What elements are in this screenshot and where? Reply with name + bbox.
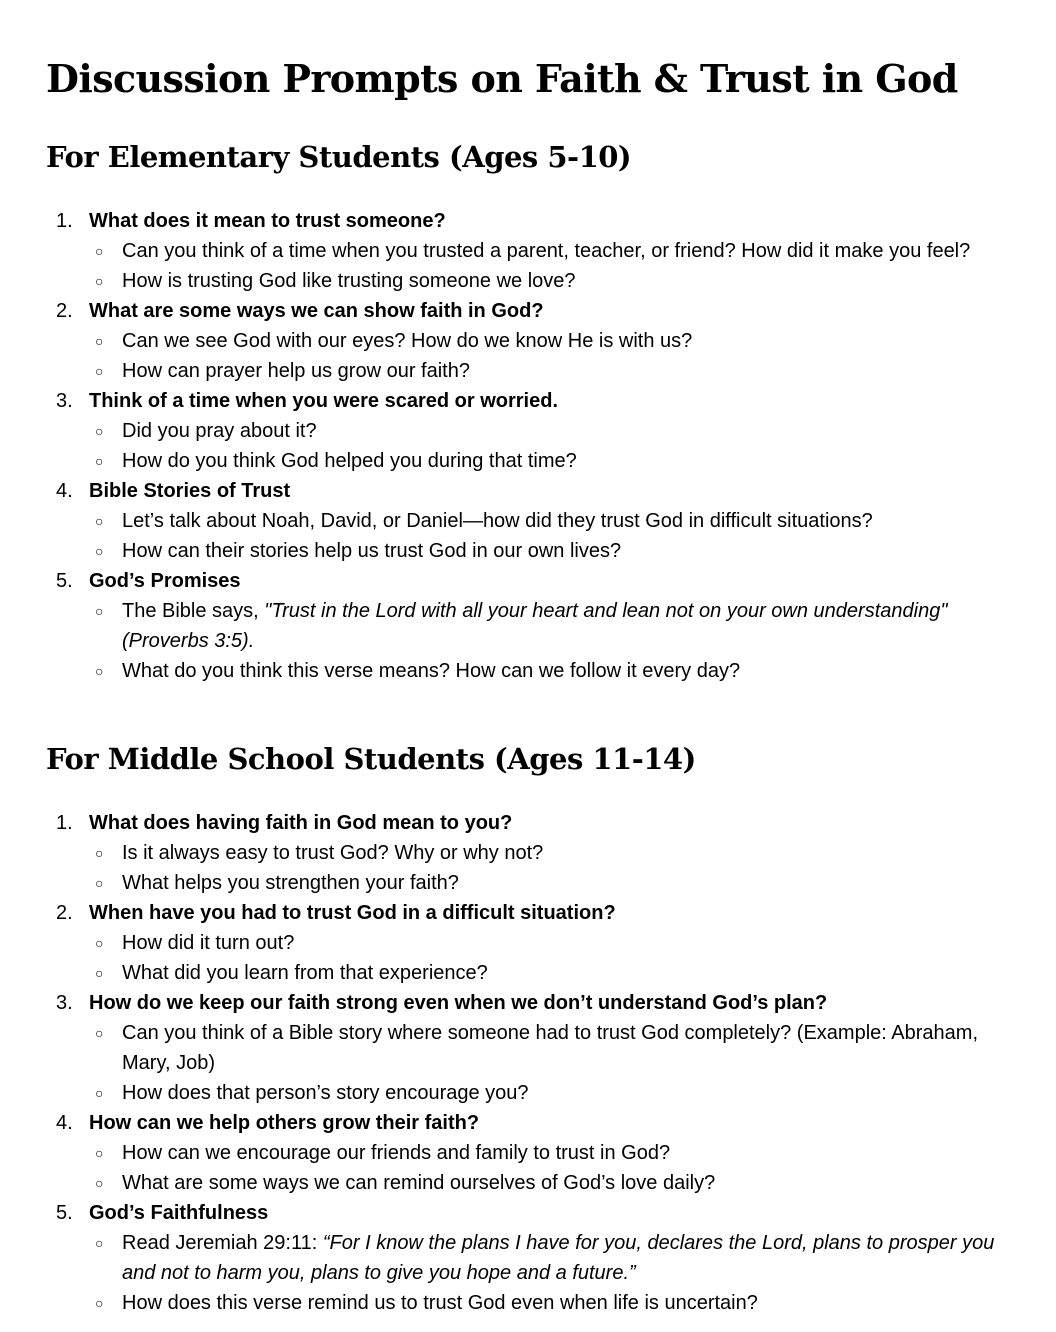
bullet-circle-icon: ○: [95, 663, 104, 679]
sub-prompt: [89, 1018, 1017, 1078]
question-number: 5.: [56, 1202, 73, 1224]
question-item: [0, 566, 1056, 686]
sub-prompt-text: What did you learn from that experience?: [122, 962, 488, 984]
question-number: 4.: [56, 1112, 73, 1134]
sub-prompt: [89, 1078, 1017, 1108]
question-number: 1.: [56, 812, 73, 834]
sub-prompt: [89, 958, 1017, 988]
question-item: [0, 898, 1056, 988]
sub-prompt: [89, 446, 1017, 476]
question-item: [0, 988, 1056, 1108]
bullet-circle-icon: ○: [95, 1295, 104, 1311]
sub-prompt-text: What helps you strengthen your faith?: [122, 872, 459, 894]
sub-prompt-list: [89, 506, 1056, 566]
sub-prompt: [89, 326, 1017, 356]
sub-prompt-text: The Bible says,: [122, 600, 265, 622]
sub-prompt-text: Can you think of a time when you trusted a parent, teacher, or friend? How did it make you feel?: [122, 240, 971, 262]
sub-prompt: [89, 656, 1017, 686]
question-text: What does having faith in God mean to you?: [89, 812, 513, 834]
bullet-circle-icon: ○: [95, 423, 104, 439]
question-item: [0, 386, 1056, 476]
question-number: 1.: [56, 210, 73, 232]
sub-prompt-list: [89, 928, 1056, 988]
bullet-circle-icon: ○: [95, 875, 104, 891]
bullet-circle-icon: ○: [95, 1025, 104, 1041]
sub-prompt-text: How does this verse remind us to trust God even when life is uncertain?: [122, 1292, 758, 1314]
sub-prompt-list: [89, 326, 1056, 386]
question-text: Think of a time when you were scared or worried.: [89, 390, 559, 412]
section-heading-elementary: For Elementary Students (Ages 5-10): [46, 140, 632, 174]
sub-prompt-text: Read Jeremiah 29:11:: [122, 1232, 323, 1254]
question-item: [0, 1198, 1056, 1318]
question-number: 2.: [56, 300, 73, 322]
bullet-circle-icon: ○: [95, 965, 104, 981]
sub-prompt: [89, 1168, 1017, 1198]
sub-prompt-list: [89, 596, 1056, 686]
bullet-circle-icon: ○: [95, 363, 104, 379]
bullet-circle-icon: ○: [95, 543, 104, 559]
bible-verse-quote: “For I know the plans I have for you, declares the Lord, plans to prosper you and not to harm you, plans to give you hope and a future.”: [122, 1232, 995, 1284]
sub-prompt-text: What are some ways we can remind ourselves of God’s love daily?: [122, 1172, 716, 1194]
sub-prompt: [89, 868, 1017, 898]
bullet-circle-icon: ○: [95, 333, 104, 349]
sub-prompt: [89, 928, 1017, 958]
bible-verse-quote: "Trust in the Lord with all your heart and lean not on your own understanding" (Proverbs 3:5).: [122, 600, 948, 652]
sub-prompt-list: [89, 1138, 1056, 1198]
sub-prompt-text: How do you think God helped you during that time?: [122, 450, 577, 472]
bullet-circle-icon: ○: [95, 273, 104, 289]
sub-prompt-text: How does that person’s story encourage you?: [122, 1082, 529, 1104]
sub-prompt-text: How can their stories help us trust God in our own lives?: [122, 540, 622, 562]
question-text: God’s Promises: [89, 570, 241, 592]
sub-prompt-text: Is it always easy to trust God? Why or why not?: [122, 842, 544, 864]
section-heading-middle-school: For Middle School Students (Ages 11-14): [46, 742, 696, 776]
question-text: Bible Stories of Trust: [89, 480, 291, 502]
bullet-circle-icon: ○: [95, 935, 104, 951]
sub-prompt-list: [89, 838, 1056, 898]
sub-prompt-list: [89, 416, 1056, 476]
bullet-circle-icon: ○: [95, 1175, 104, 1191]
question-text: What are some ways we can show faith in God?: [89, 300, 544, 322]
sub-prompt: [89, 1138, 1017, 1168]
sub-prompt: [89, 1288, 1017, 1318]
question-item: [0, 476, 1056, 566]
sub-prompt: [89, 536, 1017, 566]
sub-prompt: [89, 416, 1017, 446]
sub-prompt-list: [89, 1018, 1056, 1108]
sub-prompt: [89, 266, 1017, 296]
sub-prompt-text: Can we see God with our eyes? How do we know He is with us?: [122, 330, 693, 352]
bullet-circle-icon: ○: [95, 603, 104, 619]
question-item: [0, 206, 1056, 296]
bullet-circle-icon: ○: [95, 453, 104, 469]
question-number: 3.: [56, 992, 73, 1014]
sub-prompt-text: Let’s talk about Noah, David, or Daniel—how did they trust God in difficult situations?: [122, 510, 873, 532]
question-number: 3.: [56, 390, 73, 412]
bullet-circle-icon: ○: [95, 1235, 104, 1251]
sub-prompt-text: How can we encourage our friends and family to trust in God?: [122, 1142, 671, 1164]
question-item: [0, 296, 1056, 386]
bullet-circle-icon: ○: [95, 513, 104, 529]
bullet-circle-icon: ○: [95, 243, 104, 259]
question-text: When have you had to trust God in a difficult situation?: [89, 902, 616, 924]
sub-prompt-text: How did it turn out?: [122, 932, 295, 954]
question-number: 4.: [56, 480, 73, 502]
question-number: 2.: [56, 902, 73, 924]
question-text: What does it mean to trust someone?: [89, 210, 446, 232]
sub-prompt-text: Can you think of a Bible story where someone had to trust God completely? (Example: Abraham, Mary, Job): [122, 1022, 978, 1074]
sub-prompt: [89, 1228, 1017, 1288]
sub-prompt-list: [89, 236, 1056, 296]
question-list-middle-school: [0, 808, 1056, 1318]
sub-prompt-text: What do you think this verse means? How can we follow it every day?: [122, 660, 741, 682]
sub-prompt-text: Did you pray about it?: [122, 420, 317, 442]
question-text: How do we keep our faith strong even when we don’t understand God’s plan?: [89, 992, 828, 1014]
question-text: How can we help others grow their faith?: [89, 1112, 480, 1134]
question-list-elementary: [0, 206, 1056, 686]
sub-prompt: [89, 236, 1017, 266]
sub-prompt: [89, 838, 1017, 868]
question-item: [0, 1108, 1056, 1198]
sub-prompt-text: How can prayer help us grow our faith?: [122, 360, 470, 382]
document-title: Discussion Prompts on Faith & Trust in God: [46, 56, 958, 101]
bullet-circle-icon: ○: [95, 1085, 104, 1101]
sub-prompt: [89, 506, 1017, 536]
sub-prompt-text: How is trusting God like trusting someone we love?: [122, 270, 576, 292]
sub-prompt: [89, 596, 1017, 656]
sub-prompt: [89, 356, 1017, 386]
sub-prompt-list: [89, 1228, 1056, 1318]
question-number: 5.: [56, 570, 73, 592]
question-item: [0, 808, 1056, 898]
question-text: God’s Faithfulness: [89, 1202, 269, 1224]
bullet-circle-icon: ○: [95, 845, 104, 861]
bullet-circle-icon: ○: [95, 1145, 104, 1161]
